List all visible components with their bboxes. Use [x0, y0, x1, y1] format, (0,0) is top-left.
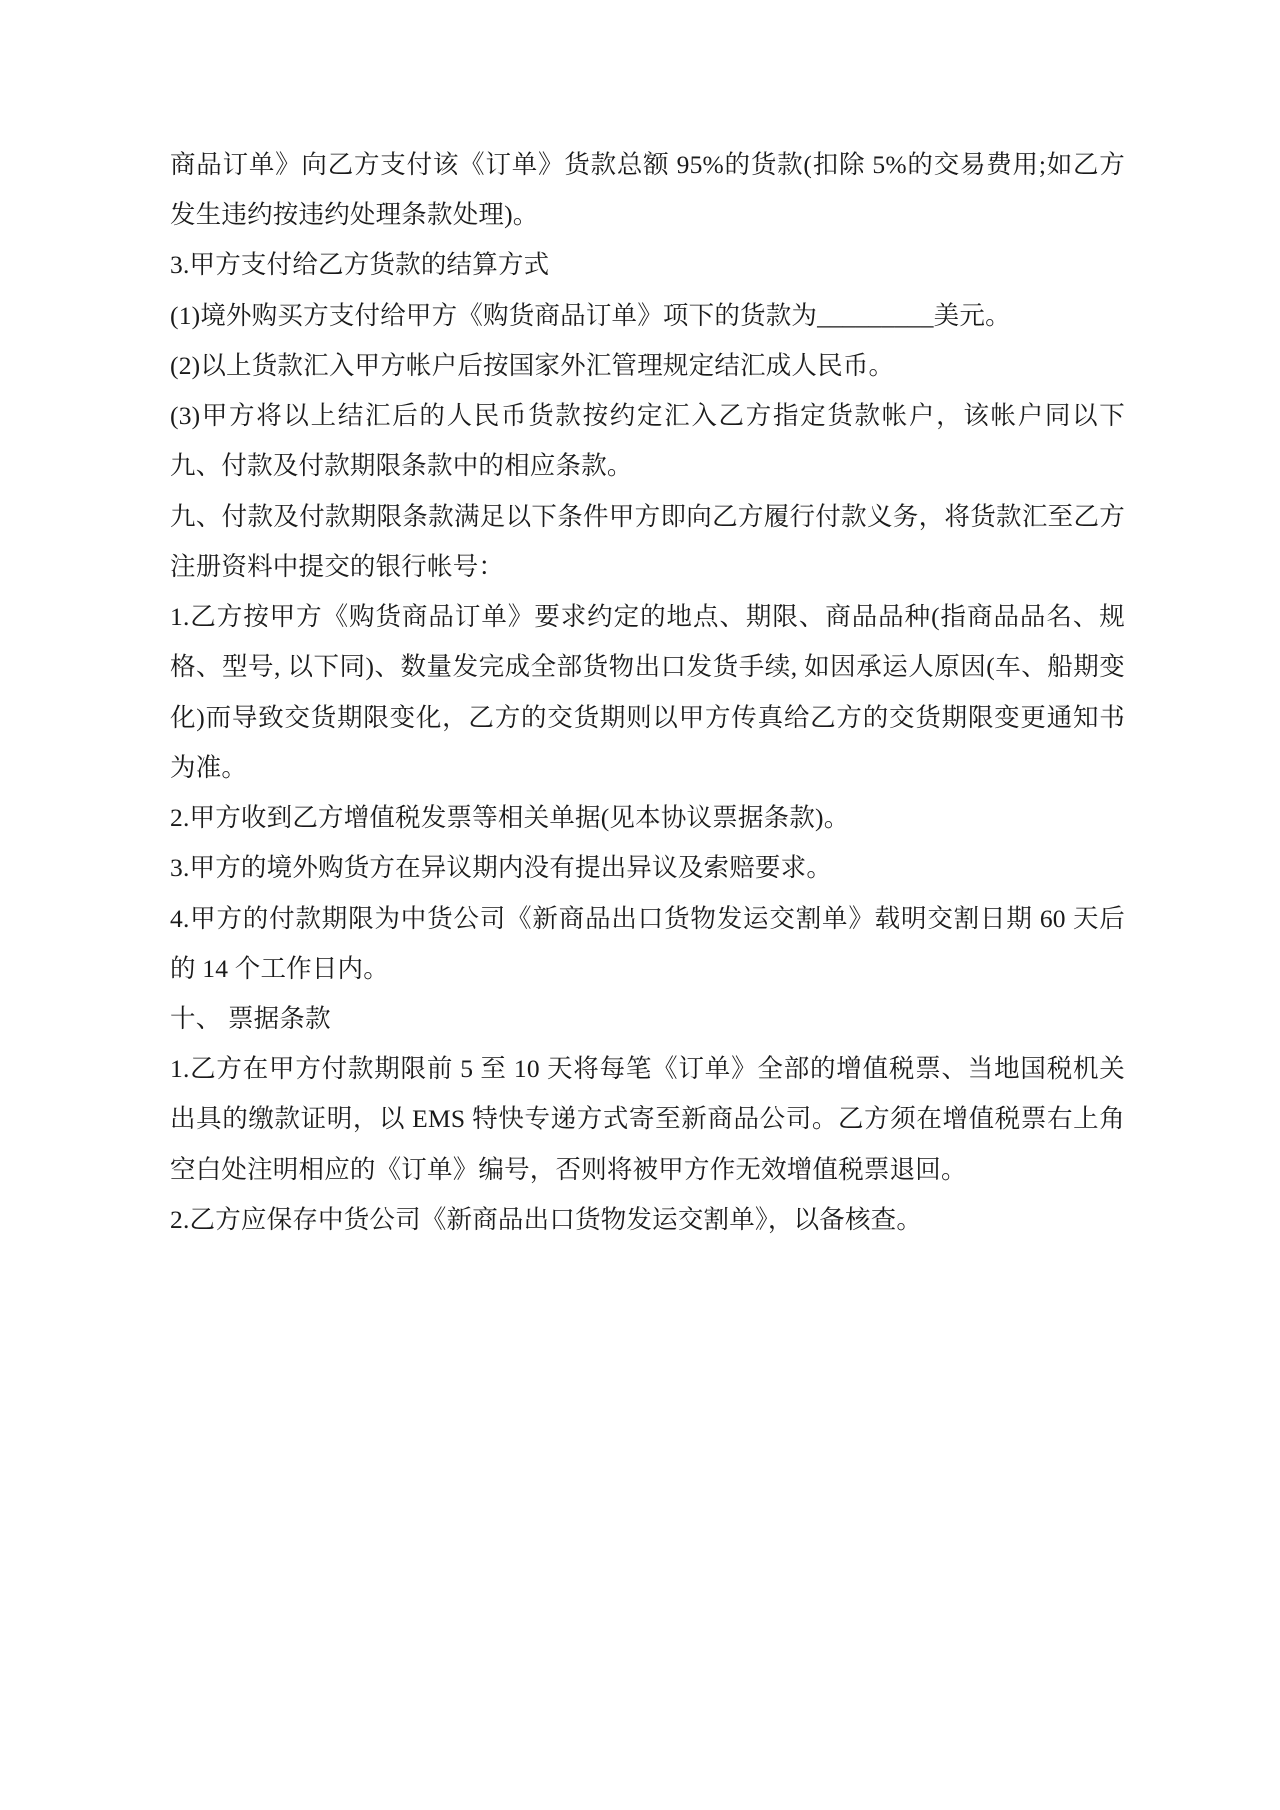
- paragraph: 2.乙方应保存中货公司《新商品出口货物发运交割单》，以备核查。: [170, 1204, 923, 1234]
- paragraph: 商品订单》向乙方支付该《订单》货款总额 95%的货款(扣除 5%的交易费用;如乙方发生违约按违约处理条款处理)。: [170, 150, 1125, 230]
- paragraph: 1.乙方按甲方《购货商品订单》要求约定的地点、期限、商品品种(指商品品名、规格、型号, 以下同)、数量发完成全部货物出口发货手续, 如因承运人原因(车、船期变化)而导致交货期限变化，乙方的交货期则以甲方传真给乙方的交货期限变更通知书为准。: [170, 602, 1125, 782]
- paragraph: (3)甲方将以上结汇后的人民币货款按约定汇入乙方指定货款帐户，该帐户同以下九、付款及付款期限条款中的相应条款。: [170, 401, 1125, 481]
- document-body: [170, 140, 1125, 1245]
- paragraph: 1.乙方在甲方付款期限前 5 至 10 天将每笔《订单》全部的增值税票、当地国税机关出具的缴款证明，以 EMS 特快专递方式寄至新商品公司。乙方须在增值税票右上角空白处注明相应的《订单》编号，否则将被甲方作无效增值税票退回。: [170, 1054, 1125, 1184]
- paragraph: 3.甲方支付给乙方货款的结算方式: [170, 250, 550, 280]
- paragraph: 九、付款及付款期限条款满足以下条件甲方即向乙方履行付款义务，将货款汇至乙方注册资料中提交的银行帐号：: [170, 501, 1125, 581]
- paragraph: 3.甲方的境外购货方在异议期内没有提出异议及索赔要求。: [170, 853, 833, 883]
- paragraph: 2.甲方收到乙方增值税发票等相关单据(见本协议票据条款)。: [170, 803, 850, 833]
- paragraph: (2)以上货款汇入甲方帐户后按国家外汇管理规定结汇成人民币。: [170, 350, 895, 380]
- paragraph: 4.甲方的付款期限为中货公司《新商品出口货物发运交割单》载明交割日期 60 天后的 14 个工作日内。: [170, 903, 1125, 983]
- paragraph: (1)境外购买方支付给甲方《购货商品订单》项下的货款为_________美元。: [170, 300, 1011, 330]
- paragraph: 十、 票据条款: [170, 1003, 331, 1033]
